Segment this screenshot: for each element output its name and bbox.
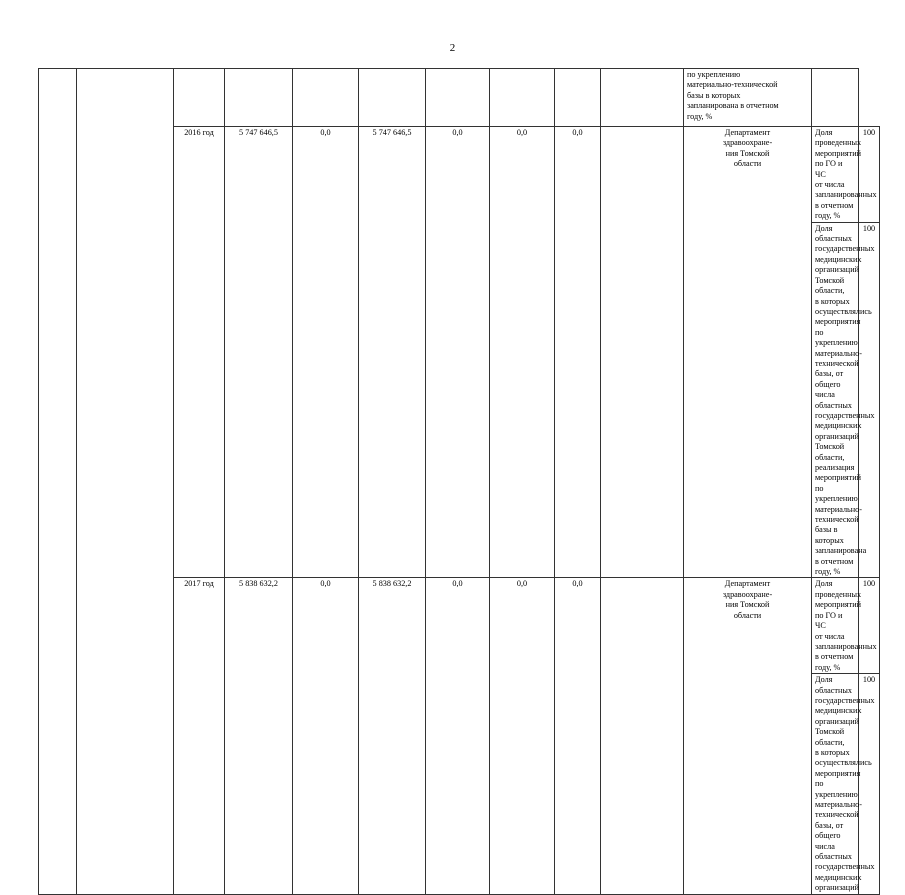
year-cell: 2017 год <box>174 578 225 894</box>
local-cell: 0,0 <box>426 578 490 894</box>
year-cell: 2016 год <box>174 127 225 578</box>
federal-cell: 0,0 <box>293 578 359 894</box>
indicator-value: 100 <box>859 127 880 223</box>
indicator-cell: по укреплению материально-технической базы в которых запланирована в отчетном году, % <box>684 69 812 127</box>
indicator-cell: Доля проведенных мероприятий по ГО и ЧС от числа запланированных в отчетном году, % <box>812 127 859 223</box>
table-row <box>39 69 880 127</box>
regional-cell: 5 838 632,2 <box>359 578 426 894</box>
other-cell: 0,0 <box>555 127 601 578</box>
indicator-value: 100 <box>859 578 880 674</box>
total-cell: 5 747 646,5 <box>225 127 293 578</box>
federal-cell: 0,0 <box>293 127 359 578</box>
executor-cell: Департамент здравоохране- ния Томской области <box>684 578 812 894</box>
extra-cell: 0,0 <box>490 578 555 894</box>
indicator-cell: Доля областных государственных медицинских организаций Томской области, в которых осуществлялись мероприятия по укреплению материально-технической базы, от общего числа областных государственных медицинских организаций <box>812 674 859 895</box>
cell-name <box>77 69 174 895</box>
indicator-value: 100 <box>859 674 880 895</box>
total-cell: 5 838 632,2 <box>225 578 293 894</box>
indicator-cell: Доля проведенных мероприятий по ГО и ЧС от числа запланированных в отчетном году, % <box>812 578 859 674</box>
indicator-cell: Доля областных государственных медицинских организаций Томской области, в которых осуществлялись мероприятия по укреплению материально-технической базы, от общего числа областных государственных медицинских организаций Томской области, реализация мероприятий по укреплению материально-технической базы в которых запланирована в отчетном году, % <box>812 222 859 578</box>
regional-cell: 5 747 646,5 <box>359 127 426 578</box>
extra-cell: 0,0 <box>490 127 555 578</box>
local-cell: 0,0 <box>426 127 490 578</box>
other-cell: 0,0 <box>555 578 601 894</box>
executor-cell: Департамент здравоохране- ния Томской области <box>684 127 812 578</box>
page-number: 2 <box>449 42 456 54</box>
indicator-value: 100 <box>859 222 880 578</box>
program-table <box>38 68 880 895</box>
cell-number <box>39 69 77 895</box>
